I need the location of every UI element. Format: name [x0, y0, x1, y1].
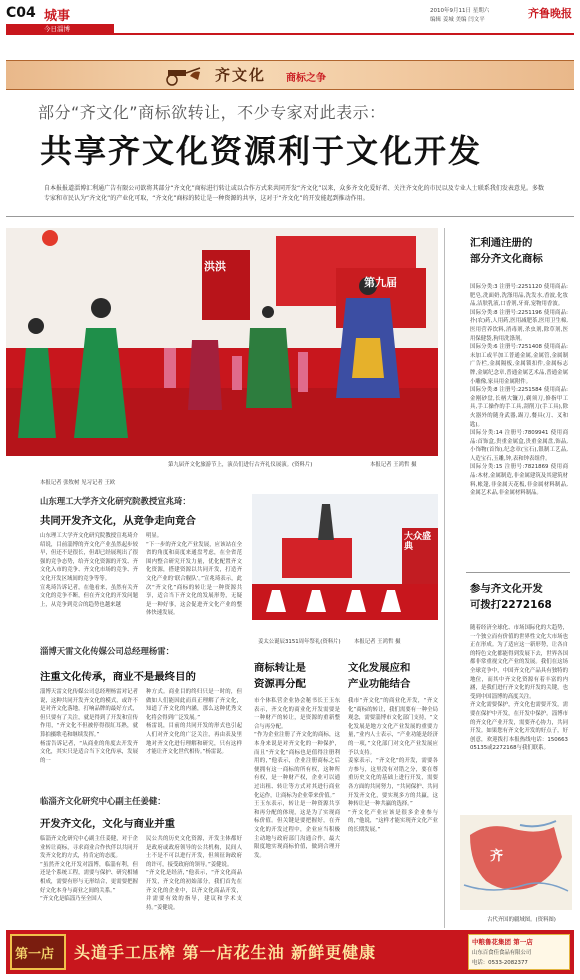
section2-title: 注重文化传承，商业不是最终目的: [40, 671, 196, 683]
middle-article1-title: [254, 660, 306, 692]
trademark-list-title-line2: 部分齐文化商标: [470, 253, 543, 265]
ceremony-photo-credit: 本报记者 王鸿哲 摄: [370, 462, 417, 468]
hotline-body: 随着经济全球化、市场国际化的大趋势，一个独立而有价值的世界性文化大市场也正在形成。为了适应这一新形势，让各自的特色文化都能得到发展下去，世界各国都非常重视文化产业的发展。我们在这场全球竞争中，中国齐文化产品具有独特的地位，而其中齐文化资源有着丰富的内涵，是我们进行齐文化的开发的关键，也受到中国淄博的高度关注。 齐文化需要保护，齐文化也需要开发，需要在保护中开发，在开发中保护。淄博市的齐文化产业开发，需要齐心协力，共同开发。如果您有齐文化开发的好点子，好创意，欢迎拨打本报热线电话：15066305135或2272168与我们联系。: [470, 625, 568, 752]
middle-article2-title: [348, 660, 410, 692]
ad-slogan: 头道手工压榨 第一店花生油 新鲜更健康: [74, 943, 377, 962]
lead-divider: [6, 216, 574, 217]
trademark-list-title-line1: 汇利通注册的: [470, 237, 533, 249]
section3-title: 开发齐文化，文化与商业并重: [40, 818, 176, 830]
memorial-photo: [252, 494, 438, 620]
map-caption: 古代齐国的疆域图。(资料图): [487, 917, 556, 923]
ceremony-photo-sign-left: 洪洪: [204, 260, 226, 273]
sub-section-label: 今日淄博: [6, 24, 114, 34]
middle-article1-body: 市个体私营企业协会秘书长王玉东表示，齐文化的商业化开发需要是一种财产的转让，是资源的重新整合与再分配。 “作为企业注册了齐文化的商标，这本身来说是对齐文化的一种保护，而且“齐文化”商标也是值得注册利用的，”他表示，企业注册商标之后便拥有这一商标的所有权，这种所有权，是一种财产权，企业可以通过出租、转让等方式对其进行商业化运作，让商标为企业带来价值。” 王玉东表示，转让是一种资源共享和再分配的体现，这是为了实现商标价值。但关键是要把握好，在齐文化的开发过程中，企业应当积极主动地与政府部门沟通合作，最大限度地实现商标价值，做到合理开发。: [254, 698, 340, 859]
section2-body-col1: 淄博天雷文化传媒公司总经理杨雷对记者说，这种共同开发齐文化的模式，或许不是对齐文化落地，打响品牌的最好方式，但只要有了关注，就是得到了开发和宣传作用，“齐文化不但被停得很紅耳熟，就算拍摄歌毛和继续发挥。” 杨雷告诉记者，“从商业的角度去开发齐文化，其实只是适合当下文化传承，发展的一: [40, 689, 138, 764]
trademark-list-title: [470, 235, 543, 267]
section3-body-col1: 临淄齐文化研究中心副主任姜健，对于企业转让商标，寻求商业合作伙伴以共同开发齐文化的方式，持肯定的态度。 “虽然齐文化开发对淄博，临淄有利，但还是个系统工程，需要与保护、研究相辅相成，需要有形与无形结合，更需要把握好文化本身与商业之间的关系。” “齐文化是临淄乃至全国人: [40, 836, 138, 903]
trademark-list-body: 国际分类:3 注册号:2251120 使用商品:肥皂,洗面奶,洗涤用品,洗发水,香波,化妆品,洁肤乳液,口香剂,牙膏,宠物用香波。 国际分类:8 注册号:2251196 使用商品:扑(农)药,人用药,医用减肥茶,医用卫生棉,医用营养饮料,消毒剂,杀虫剂,除草剂,医用保健袋,狗用洗涤剂。 国际分类:6 注册号:7251408 使用商品:未加工或半加工普通金属,金属管,金属制广告栏,金属隔板,金属锁扣件,金属标志牌,金属纪念章,普通金属艺术品,普通金属小雕像,家具用金属附件。 国际分类:8 注册号:2251584 使用商品:金刚砂盘,长柄大镰刀,剃须刀,修指甲工具,手工操作的手工具,刮削刀(手工具),除火器外的随身武器,踢刀,餐具(刀、叉和匙)。 国际分类:14 注册号:7809941 使用商品:首饰盒,贵重金属盒,贵重金属盘,饰品,小饰物(首饰),纪念章(宝石),银制工艺品,人造宝石,玉雕,钟,表和钟表组件。 国际分类:15 注册号:7821869 使用商品:木材,金属制造,非金属建筑及其建筑材料,帐篷,非金属天花板,非金属材料制品,金属艺术品,非金属材料制品。: [470, 284, 568, 497]
masthead-rule: [6, 33, 574, 35]
banner-title: 齐文化: [215, 66, 267, 84]
section1-body-col1: 山东理工大学齐文化研究院教授宣兆琦介绍说，目前淄博的齐文化产业虽然起步较早，但还不是很长，但却已经展现出了很强的竞争态势，给齐文化资源的开发、齐文化入市的竞争、齐文化市场的竞争、齐文化开发区域间的竞争等等。 宣兆琦告诉记者，在他看来，虽然有关齐文化的竞争不断，但在齐文化的开发问题上，从竞争到竞合的趋势也越来越: [40, 533, 138, 608]
memorial-photo-sign: 大众盛典: [404, 532, 432, 552]
article-byline: 本报记者 张牧树 见习记者 王欧: [40, 480, 116, 486]
issue-date: 2010年9月11日 星期六: [430, 8, 490, 14]
main-headline: 共享齐文化资源利于文化开发: [40, 132, 483, 170]
middle-article1-title-line1: 商标转让是: [254, 662, 306, 674]
paper-logo: 齐鲁晚报: [528, 7, 572, 20]
section3-body-col2: 民公共的历史文化资源，开发主体都好是政府或政府领导的公共机构，民间人士不是不可以进行开发，但须征询政府的许可，接受政府的领导。”姜健说。 “齐文化是经济，”他表示，“齐文化商品开发，齐文化的初始部分，我们首先在齐文化的企业中，以齐文化商品开发，并需要有效的指导，建议和学术支持。”姜健说。: [146, 836, 242, 911]
lead-paragraph: 自本报报道淄博汇利通广告有限公司欲将其部分“齐文化”商标进行转让或以合作方式来共同开发“齐文化”以来，众多齐文化爱好者、关注齐文化的市民以及专业人士联系我们发表意见。多数专家和市民认为“齐文化”的产业化可取，“齐文化”商标的转让是一种资源的共享，这对于“齐文化”的开发能起到推动作用。: [44, 185, 544, 202]
ad-badge-text: 第一店: [15, 947, 55, 962]
chariot-icon: [160, 64, 204, 86]
ad-brand-name: 中粮鲁花集团 第一店: [472, 938, 533, 946]
middle-article2-title-line2: 产业功能结合: [348, 678, 411, 690]
memorial-photo-illustration: [252, 494, 438, 620]
section1-title: 共同开发齐文化，从竞争走向竞合: [40, 515, 196, 527]
ceremony-photo: [6, 228, 438, 456]
section2-speaker: 淄博天雷文化传媒公司总经理杨雷：: [40, 646, 174, 656]
map-label: 齐: [490, 849, 504, 864]
ancient-qi-map: [460, 815, 572, 910]
section1-body-col2: 明显。 “下一步的齐文化产业发展，应该站在全省的角度和高度来通盘考虑，在全省范围内整合研究开发力量，优化配置齐文化资源，搭建资源以共同开发，打造齐文化产业的‘联合舰队’。”宣兆琦表示，此次“齐文化”商标的转让是一种资源共享，适合当下齐文化的发展形势，无疑是一种好事，这会促进齐文化产业的整体快速发展。: [146, 533, 242, 617]
section-name: 城事: [44, 9, 71, 24]
section2-body-col2: 种方式。商业目的终归只是一时的，但做如人们能因此而真正理解了齐文化，知道了齐文化的内涵，那么这种优秀文化将会得到广泛发展。” 杨雷说，目前的共同开发的形式也引起人们对齐文化的广泛关注，再由表及里地对齐文化进行理解和研究，只有这样才能让齐文化世代相传。”杨雷说。: [146, 689, 242, 756]
right-column-rule: [466, 572, 570, 573]
ceremony-photo-caption: 第九届齐文化旅游节上，演员们进行古齐礼仪展演。(资料片): [168, 462, 313, 468]
section3-speaker: 临淄齐文化研究中心副主任姜健：: [40, 796, 166, 806]
map-illustration: [460, 815, 572, 910]
editor-credits: 编辑 姜城 美编 闫文平: [430, 17, 485, 23]
middle-article2-title-line1: 文化发展应和: [348, 662, 411, 674]
hotline-title-line2: 可拨打2272168: [470, 599, 552, 611]
section-code: C04: [6, 5, 36, 21]
hotline-title: [470, 581, 552, 613]
right-column-divider: [444, 228, 445, 928]
section1-speaker: 山东理工大学齐文化研究院教授宣兆琦：: [40, 496, 191, 506]
middle-article2-body: 我市“齐文化”的商业化开发，“齐文化”商标的转让，我们需要有一种全局观念，需要淄博市文化部门支持，“文化发展是地方文化产业发展的重要力量，”业内人士表示，“产业功能是经济的一项，”文化部门对文化产业发展应予以支持。 姜家表示，“齐文化”的开发，需要各方参与，这里没有对错之分，要在尊重历史文化的基础上进行开发，需要各方面的共同努力，“共同保护、共同开发齐文化，要实现多方的共赢，这种转让是一种共赢的选择。” “齐文化产业应该是很多企业参与的，”他说，“这样才能实现齐文化产业的长期发展。”: [348, 698, 438, 833]
ceremony-photo-sign-right: 第九届: [364, 276, 397, 289]
hotline-title-line1: 参与齐文化开发: [470, 583, 543, 595]
middle-article1-title-line2: 资源再分配: [254, 678, 306, 690]
headline-kicker: 部分“齐文化”商标欲转让，不少专家对此表示：: [38, 103, 386, 122]
ad-company: 山东百食佳食品有限公司: [472, 950, 532, 956]
ad-telephone: 电话：0533-2082377: [472, 960, 528, 966]
memorial-photo-caption: 姜太公诞辰3151周年祭礼(资料片): [258, 639, 341, 645]
memorial-photo-credit: 本报记者 王鸿哲 摄: [354, 639, 401, 645]
banner-subtitle: 商标之争: [286, 73, 326, 84]
